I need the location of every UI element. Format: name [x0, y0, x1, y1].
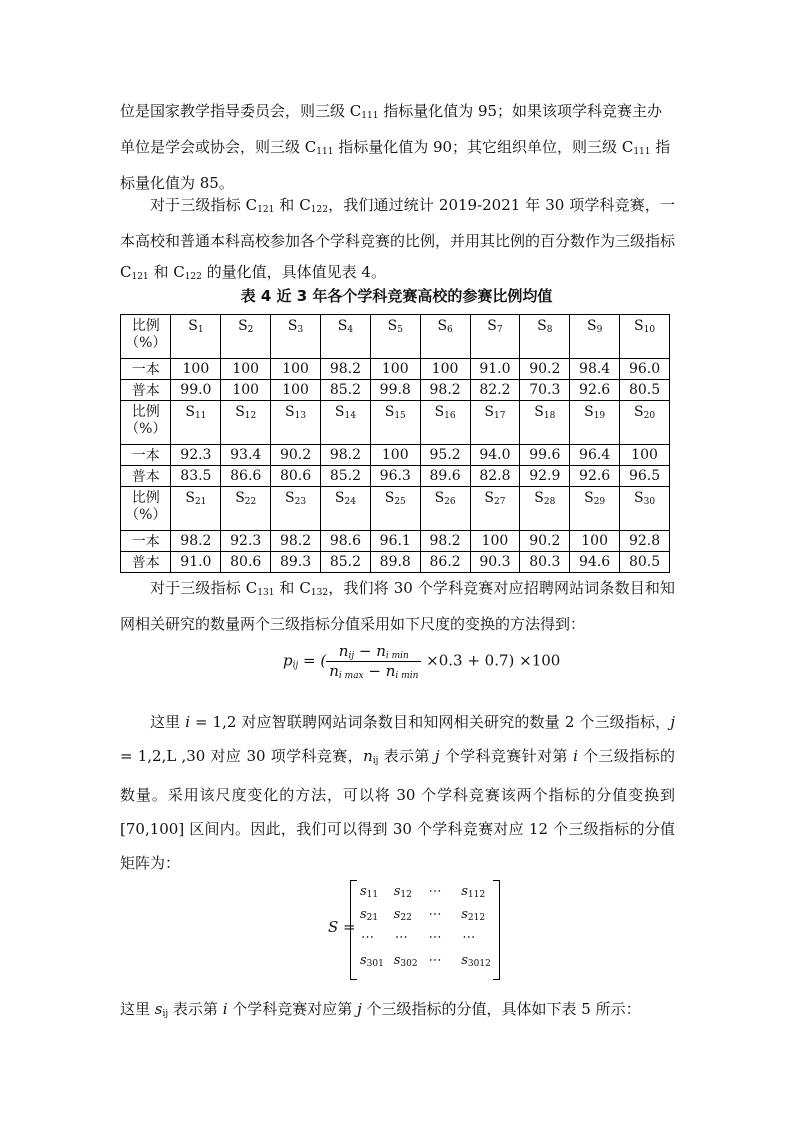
subscript: 121 [131, 272, 149, 282]
text: 单位是学会或协会，则三级 C [120, 138, 317, 156]
column-header: $S_{25}$ [370, 487, 420, 531]
row-label: 普本 [121, 552, 171, 573]
subscript: i min [385, 651, 409, 661]
score-matrix [330, 880, 500, 980]
column-header: $S_{19}$ [570, 401, 620, 445]
header-label: 比例 [131, 318, 160, 334]
matrix-cell: $s_{112}$ [461, 884, 486, 900]
table-cell: 94.6 [570, 552, 620, 573]
row-label: 一本 [121, 531, 171, 552]
p1-line [120, 132, 675, 168]
table-cell: 90.2 [520, 531, 570, 552]
subscript: i min [395, 671, 419, 681]
table-cell: 80.6 [271, 466, 321, 487]
table-cell: 92.6 [570, 380, 620, 401]
table-cell: 82.2 [470, 380, 520, 401]
table-cell: 100 [221, 359, 271, 380]
table-cell: 98.2 [420, 380, 470, 401]
subscript: 122 [184, 272, 202, 282]
table-cell: 92.8 [620, 531, 670, 552]
table-row [121, 445, 670, 466]
p3-text [120, 573, 675, 640]
table-row [121, 531, 670, 552]
table-cell: 85.2 [321, 466, 371, 487]
table-cell: 100 [271, 380, 321, 401]
matrix-cell: $s_{12}$ [393, 884, 412, 900]
table-cell: 94.0 [470, 445, 520, 466]
table-cell: 83.5 [171, 466, 221, 487]
table-cell: 93.4 [221, 445, 271, 466]
table-row [121, 359, 670, 380]
matrix-bracket-left [350, 880, 357, 980]
table-cell: 90.2 [271, 445, 321, 466]
text: 指标量化值为 95；如果该项学科竞赛主办 [378, 102, 663, 120]
column-header: $S_8$ [520, 315, 570, 359]
text: n [329, 662, 339, 680]
table-cell: 91.0 [171, 552, 221, 573]
column-header: $S_{23}$ [271, 487, 321, 531]
column-header: $S_{12}$ [221, 401, 271, 445]
column-header: $S_9$ [570, 315, 620, 359]
matrix-cells [360, 884, 495, 970]
p2-text [120, 190, 675, 293]
text: 对应智联聘网站词条数目和知网相关研究的数量 2 个三级指标， [241, 713, 671, 731]
text: = 1,2,L ,30 [120, 747, 211, 765]
table-cell: 99.6 [520, 445, 570, 466]
table-cell: 100 [171, 359, 221, 380]
var-j: j [670, 713, 675, 731]
matrix-cell: ⋯ [427, 907, 441, 922]
subscript: 132 [310, 588, 329, 598]
table-cell: 96.5 [620, 466, 670, 487]
table-cell: 80.5 [620, 380, 670, 401]
matrix-bracket-right [493, 880, 500, 980]
column-header: $S_{18}$ [520, 401, 570, 445]
matrix-cell: ⋯ [427, 953, 441, 968]
column-header: $S_{26}$ [420, 487, 470, 531]
column-header: $S_{29}$ [570, 487, 620, 531]
table-cell: 100 [370, 445, 420, 466]
participation-table [120, 314, 670, 573]
fraction [326, 642, 421, 681]
text: = 1,2 [190, 713, 242, 731]
table-header-row [121, 487, 670, 531]
var-i: i [573, 747, 578, 765]
denominator [326, 662, 421, 681]
subscript: 111 [633, 147, 651, 157]
formula-lhs: p [283, 651, 293, 670]
matrix-cell: $s_{302}$ [393, 953, 418, 969]
text: 对应 30 项学科竞赛， [210, 747, 364, 765]
column-header: $S_{15}$ [370, 401, 420, 445]
table-cell: 100 [221, 380, 271, 401]
text: 对于三级指标 C [150, 579, 258, 597]
table-cell: 98.2 [271, 531, 321, 552]
table-cell: 85.2 [321, 380, 371, 401]
column-header: $S_{17}$ [470, 401, 520, 445]
table-cell: 85.2 [321, 552, 371, 573]
table-cell: 96.1 [370, 531, 420, 552]
column-header: $S_2$ [221, 315, 271, 359]
table-cell: 86.2 [420, 552, 470, 573]
subscript: ij [162, 1009, 169, 1019]
table-cell: 82.8 [470, 466, 520, 487]
table-cell: 95.2 [420, 445, 470, 466]
subscript: 121 [257, 205, 275, 215]
paragraph-3 [120, 573, 675, 640]
column-header: $S_{14}$ [321, 401, 371, 445]
header-unit: （%） [125, 421, 167, 437]
table-row [121, 466, 670, 487]
column-header: $S_4$ [321, 315, 371, 359]
table-cell: 90.3 [470, 552, 520, 573]
var-j: j [357, 1000, 362, 1018]
paragraph-4 [120, 705, 675, 880]
table-cell: 96.0 [620, 359, 670, 380]
subscript: ij [372, 756, 379, 766]
matrix-lhs: S = [328, 918, 356, 936]
table-cell: 70.3 [520, 380, 570, 401]
column-header: $S_{21}$ [171, 487, 221, 531]
text: 指 [650, 138, 671, 156]
column-header: $S_{13}$ [271, 401, 321, 445]
matrix-cell: $s_{11}$ [360, 884, 379, 900]
text: 个学科竞赛对应第 [227, 1000, 358, 1018]
header-label-cell [121, 487, 171, 531]
table-cell: 99.8 [370, 380, 420, 401]
table-cell: 91.0 [470, 359, 520, 380]
subscript: i max [338, 671, 364, 681]
paragraph-1 [120, 96, 675, 199]
table-cell: 90.2 [520, 359, 570, 380]
text: 表示第 [378, 747, 435, 765]
column-header: $S_3$ [271, 315, 321, 359]
header-label: 比例 [131, 490, 160, 506]
table-cell: 100 [420, 359, 470, 380]
subscript: ij [292, 660, 299, 671]
header-label-cell [121, 401, 171, 445]
table-cell: 96.3 [370, 466, 420, 487]
text: 和 C [274, 579, 311, 597]
table-cell: 96.4 [570, 445, 620, 466]
table-cell: 100 [470, 531, 520, 552]
matrix-cell: $s_{301}$ [360, 953, 384, 969]
subscript: 111 [316, 147, 334, 157]
text: 个三级指标的数量。采用该尺度变化的方法，可以将 30 个学科竞赛该两个指标的分值变换到 [70,100] 区间内。因此，我们可以得到 30 个学科竞赛对应 12 个三级指标的分值矩阵为： [120, 747, 676, 872]
header-label-cell [121, 315, 171, 359]
table-header-row [121, 315, 670, 359]
column-header: $S_{28}$ [520, 487, 570, 531]
matrix-cell: ⋯ [427, 930, 441, 945]
table-row [121, 552, 670, 573]
scaling-formula [283, 642, 560, 681]
row-label: 一本 [121, 359, 171, 380]
row-label: 普本 [121, 380, 171, 401]
column-header: $S_1$ [171, 315, 221, 359]
matrix-cell: ⋯ [360, 930, 373, 945]
text: 个三级指标的分值，具体如下表 5 所示： [361, 1000, 641, 1018]
var-i: i [185, 713, 191, 731]
text: 这里 [120, 1000, 155, 1018]
text: − [363, 662, 386, 680]
matrix-cell: $s_{212}$ [461, 907, 486, 923]
p5-text [120, 994, 675, 1030]
matrix-cell: $s_{3012}$ [461, 953, 491, 969]
column-header: $S_{22}$ [221, 487, 271, 531]
text: ，我们将 30 个学科竞赛对应招聘网站词条数目和知网相关研究的数量两个三级指标分值采用如下尺度的变换的方法得到： [120, 579, 675, 633]
subscript: 131 [257, 588, 275, 598]
table-cell: 100 [620, 445, 670, 466]
table-cell: 98.6 [321, 531, 371, 552]
table-cell: 89.8 [370, 552, 420, 573]
p1-line [120, 96, 675, 132]
column-header: $S_6$ [420, 315, 470, 359]
table-cell: 80.5 [620, 552, 670, 573]
table-cell: 92.3 [171, 445, 221, 466]
subscript: 122 [310, 205, 328, 215]
table-cell: 92.9 [520, 466, 570, 487]
text: n [338, 642, 349, 660]
var-i: i [222, 1000, 228, 1018]
text: 对于三级指标 C [150, 196, 258, 214]
table-cell: 98.4 [570, 359, 620, 380]
text: − [354, 642, 377, 660]
column-header: $S_{10}$ [620, 315, 670, 359]
matrix-cell: $s_{21}$ [360, 907, 379, 923]
column-header: $S_5$ [370, 315, 420, 359]
table-cell: 100 [271, 359, 321, 380]
column-header: $S_{27}$ [470, 487, 520, 531]
text: 标量化值为 85。 [120, 174, 234, 192]
var-n: n [363, 747, 373, 765]
formula-eq: = ( [298, 651, 327, 670]
text: 和 C [148, 263, 185, 281]
table-header-row [121, 401, 670, 445]
text: n [385, 662, 396, 680]
table-cell: 98.2 [321, 445, 371, 466]
text: 这里 [150, 713, 186, 731]
text: n [376, 642, 386, 660]
table-cell: 92.3 [221, 531, 271, 552]
table-cell: 100 [570, 531, 620, 552]
table-cell: 80.3 [520, 552, 570, 573]
table-row [121, 380, 670, 401]
table-cell: 98.2 [321, 359, 371, 380]
table-cell: 98.2 [171, 531, 221, 552]
table-caption: 表 4 近 3 年各个学科竞赛高校的参赛比例均值 [240, 287, 553, 305]
table-cell: 98.2 [420, 531, 470, 552]
paragraph-5 [120, 994, 675, 1030]
text: 个学科竞赛针对第 [439, 747, 574, 765]
formula-tail: ×0.3 + 0.7) ×100 [421, 651, 561, 670]
column-header: $S_{24}$ [321, 487, 371, 531]
numerator [326, 642, 421, 662]
table-cell: 89.3 [271, 552, 321, 573]
column-header: $S_{20}$ [620, 401, 670, 445]
row-label: 一本 [121, 445, 171, 466]
table-cell: 80.6 [221, 552, 271, 573]
text: 的量化值，具体值见表 4。 [201, 263, 386, 281]
table-cell: 99.0 [171, 380, 221, 401]
var-s: s [154, 1000, 163, 1018]
column-header: $S_{16}$ [420, 401, 470, 445]
paragraph-2 [120, 190, 675, 293]
table-cell: 100 [370, 359, 420, 380]
p4-text [120, 705, 675, 880]
matrix-cell: ⋯ [393, 930, 407, 945]
matrix-cell: ⋯ [427, 884, 441, 899]
column-header: $S_7$ [470, 315, 520, 359]
table-cell: 92.6 [570, 466, 620, 487]
var-j: j [434, 747, 440, 765]
subscript: 111 [361, 111, 379, 121]
subscript: ij [348, 651, 355, 661]
header-unit: （%） [125, 335, 167, 351]
header-unit: （%） [125, 507, 167, 523]
text: 表示第 [168, 1000, 223, 1018]
text: 和 C [274, 196, 311, 214]
table-cell: 89.6 [420, 466, 470, 487]
matrix-cell: ⋯ [461, 930, 475, 945]
column-header: $S_{11}$ [171, 401, 221, 445]
table-cell: 86.6 [221, 466, 271, 487]
matrix-cell: $s_{22}$ [393, 907, 412, 923]
text: 指标量化值为 90；其它组织单位，则三级 C [333, 138, 634, 156]
text: ，我们通过统计 2019-2021 年 30 项学科竞赛，一本高校和普通本科高校参加各个学科竞赛的比例，并用其比例的百分数作为三级指标 C [120, 196, 676, 281]
text: 位是国家教学指导委员会，则三级 C [120, 102, 362, 120]
header-label: 比例 [131, 404, 160, 420]
column-header: $S_{30}$ [620, 487, 670, 531]
row-label: 普本 [121, 466, 171, 487]
